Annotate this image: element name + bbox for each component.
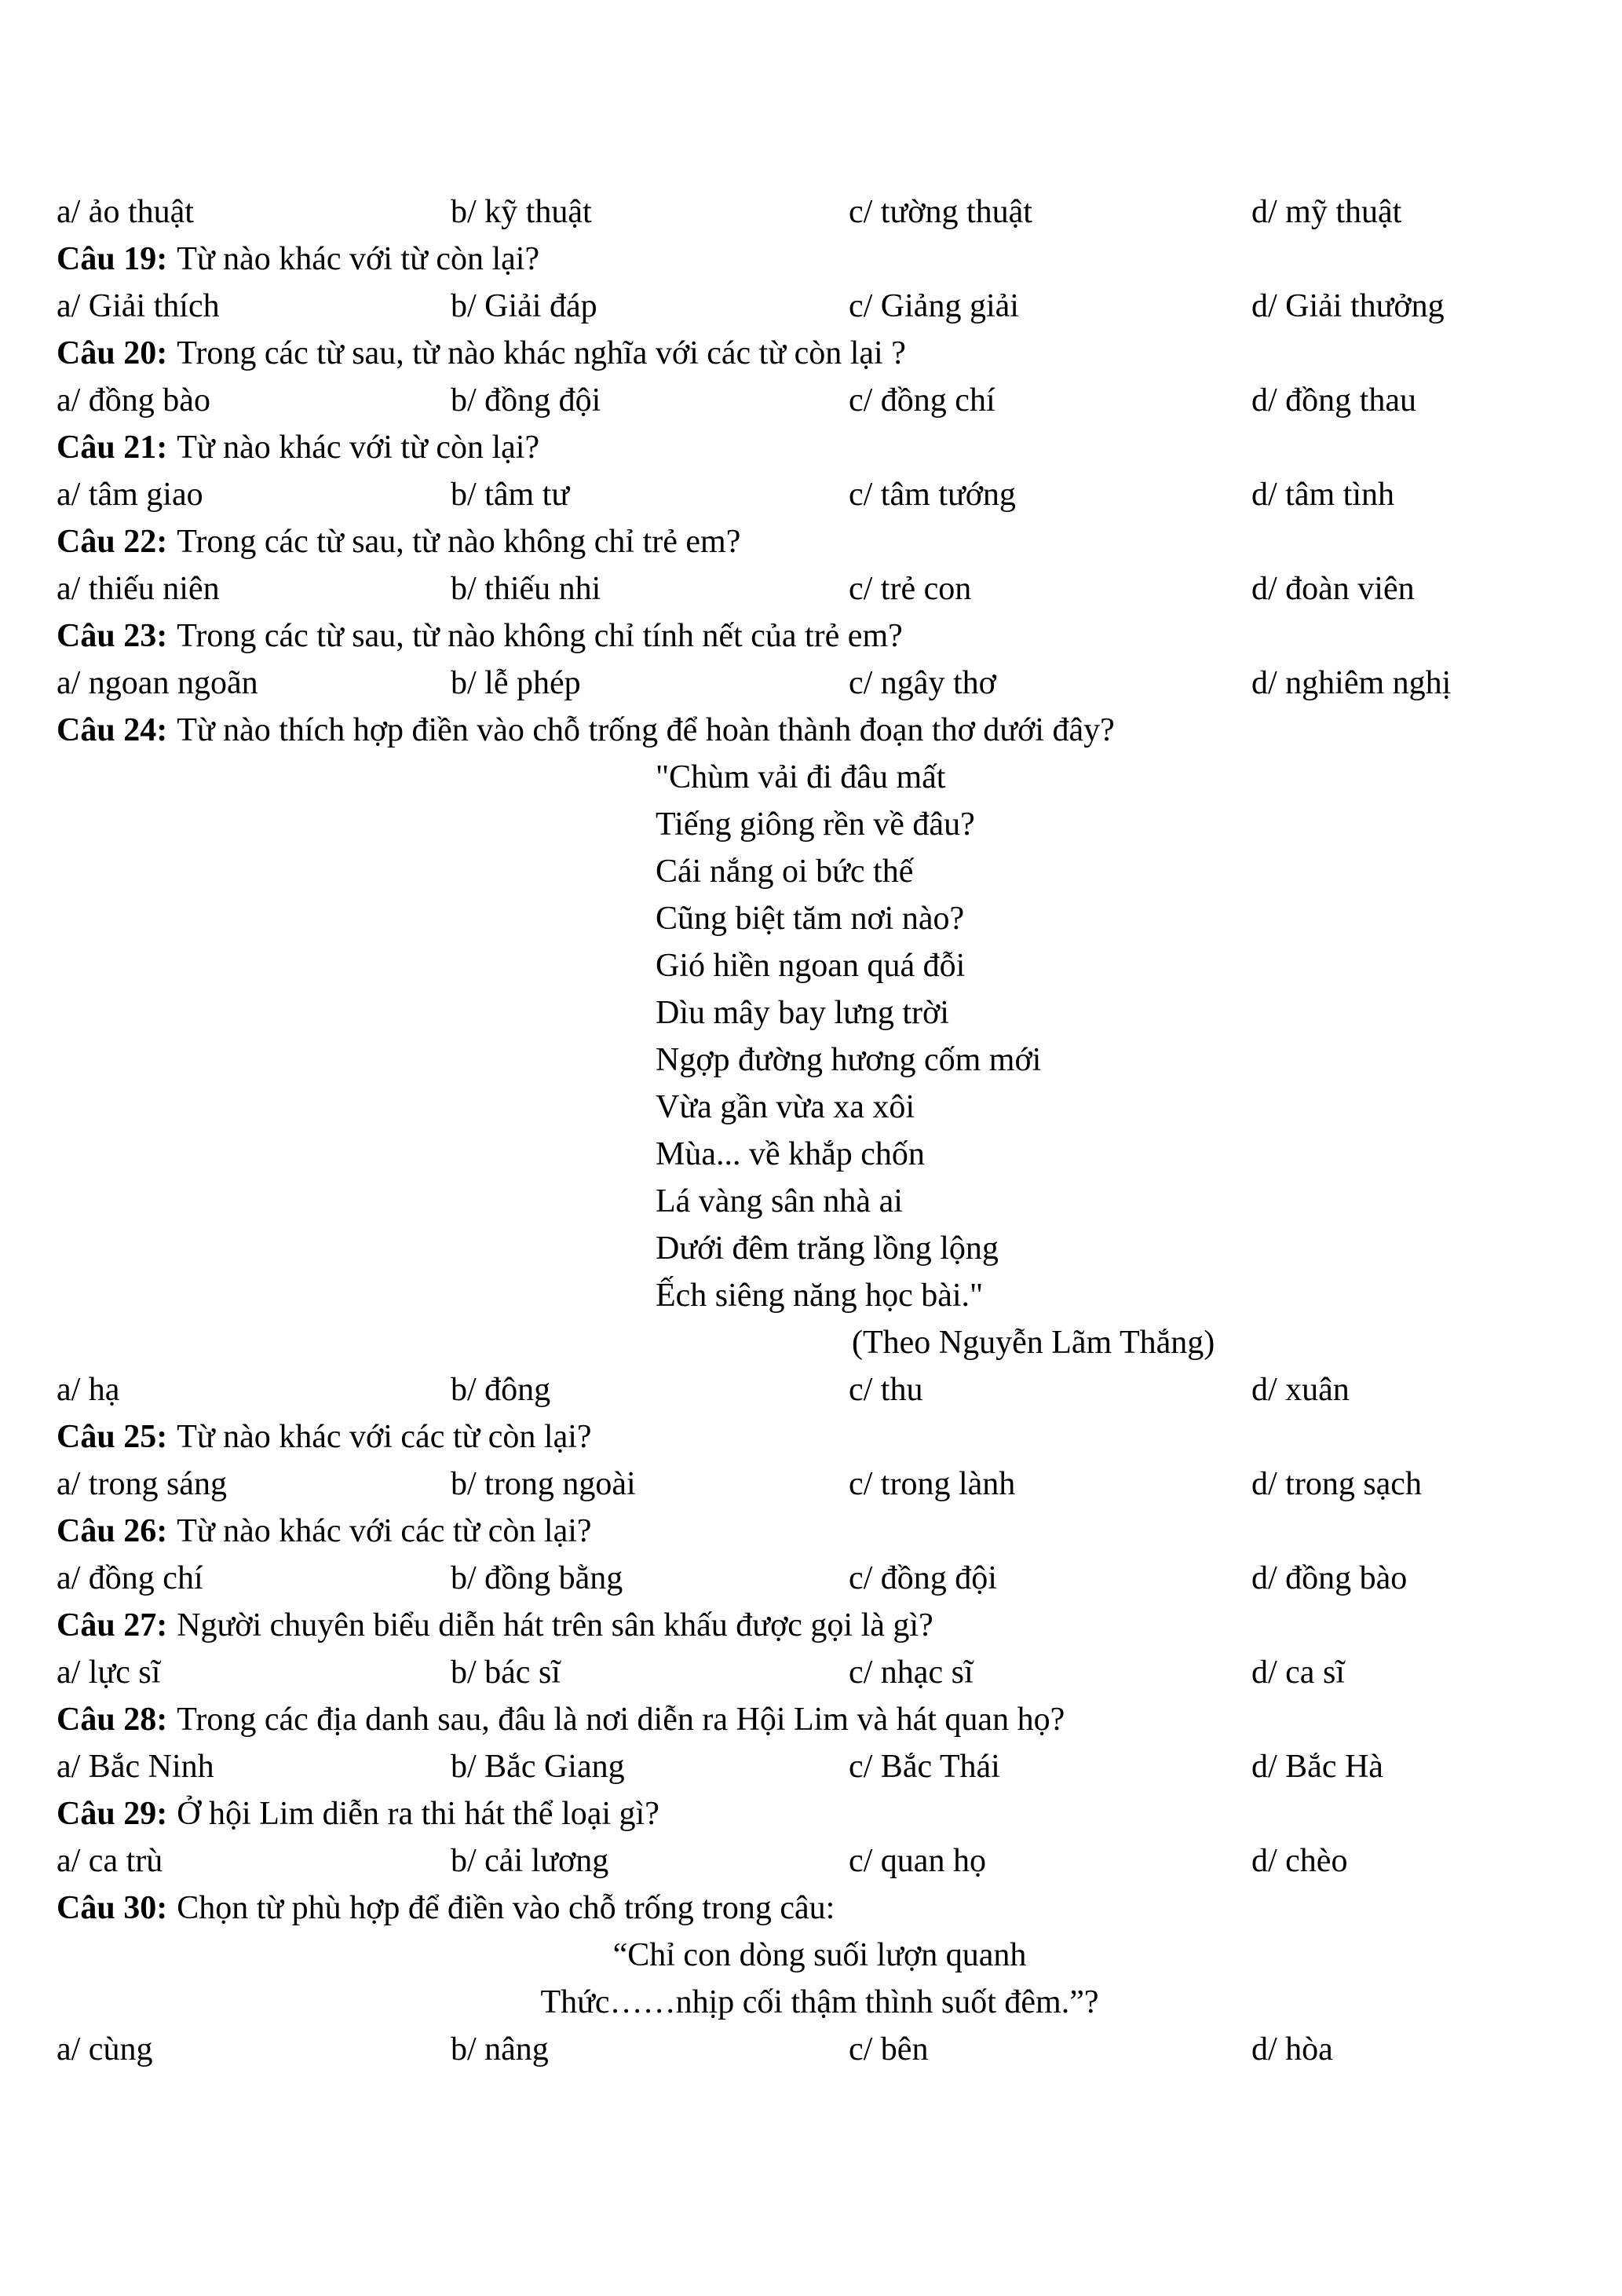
options-row <box>57 1649 1565 1696</box>
question-label: Câu 20: <box>57 335 168 371</box>
quote-line: “Chỉ con dòng suối lượn quanh <box>612 1937 1027 1973</box>
quiz-content <box>57 188 1565 2073</box>
option-a: a/ trong sáng <box>57 1466 227 1502</box>
option-c: c/ thu <box>849 1372 923 1408</box>
option-a: a/ đồng bào <box>57 382 210 419</box>
option-c: c/ đồng đội <box>849 1560 997 1596</box>
option-c: c/ ngây thơ <box>849 665 996 701</box>
option-a: a/ lực sĩ <box>57 1654 161 1691</box>
option-d: d/ đồng thau <box>1251 382 1416 419</box>
poem-line: Dìu mây bay lưng trời <box>656 995 949 1031</box>
option-b: b/ cải lương <box>451 1843 609 1879</box>
option-b: b/ nâng <box>451 2031 549 2067</box>
question-text: Trong các từ sau, từ nào không chỉ trẻ em? <box>177 524 741 560</box>
question-label: Câu 22: <box>57 524 168 560</box>
option-b: b/ kỹ thuật <box>451 194 592 230</box>
poem-line: Dưới đêm trăng lồng lộng <box>656 1230 999 1267</box>
question-label: Câu 27: <box>57 1607 168 1643</box>
poem-line: Ếch siêng năng học bài." <box>656 1278 984 1314</box>
option-b: b/ lễ phép <box>451 665 581 701</box>
option-c: c/ đồng chí <box>849 382 995 419</box>
options-row <box>57 471 1565 518</box>
option-b: b/ tâm tư <box>451 477 570 513</box>
options-row <box>57 377 1565 424</box>
poem-line: "Chùm vải đi đâu mất <box>656 759 946 795</box>
question-label: Câu 29: <box>57 1796 168 1832</box>
question-text: Từ nào khác với các từ còn lại? <box>177 1513 592 1549</box>
option-c: c/ Giảng giải <box>849 288 1019 324</box>
option-d: d/ hòa <box>1251 2031 1333 2067</box>
option-a: a/ cùng <box>57 2031 153 2067</box>
quote-line: Thức……nhịp cối thậm thình suốt đêm.”? <box>540 1984 1099 2020</box>
question-row <box>57 612 1565 660</box>
question-row <box>57 518 1565 565</box>
option-a: a/ Giải thích <box>57 288 220 324</box>
option-d: d/ trong sạch <box>1251 1466 1422 1502</box>
poem-line: Vừa gần vừa xa xôi <box>656 1089 915 1125</box>
poem-line: Mùa... về khắp chốn <box>656 1136 925 1172</box>
options-row <box>57 1837 1565 1885</box>
option-d: d/ nghiêm nghị <box>1251 665 1452 701</box>
option-d: d/ đoàn viên <box>1251 571 1415 607</box>
question-text: Trong các từ sau, từ nào không chỉ tính nết của trẻ em? <box>177 618 903 654</box>
question-label: Câu 24: <box>57 712 168 748</box>
question-label: Câu 19: <box>57 241 168 277</box>
option-c: c/ trong lành <box>849 1466 1016 1502</box>
option-b: b/ thiếu nhi <box>451 571 601 607</box>
question-label: Câu 28: <box>57 1702 168 1738</box>
options-row <box>57 1555 1565 1602</box>
question-label: Câu 23: <box>57 618 168 654</box>
question-text: Trong các từ sau, từ nào khác nghĩa với các từ còn lại ? <box>177 335 906 371</box>
option-a: a/ thiếu niên <box>57 571 220 607</box>
option-a: a/ ca trù <box>57 1843 163 1879</box>
option-d: d/ Bắc Hà <box>1251 1749 1383 1785</box>
option-a: a/ Bắc Ninh <box>57 1749 214 1785</box>
option-a: a/ đồng chí <box>57 1560 203 1596</box>
question-row <box>57 1508 1565 1555</box>
question-row <box>57 1602 1565 1649</box>
option-a: a/ tâm giao <box>57 477 203 513</box>
options-row <box>57 660 1565 707</box>
option-b: b/ đồng đội <box>451 382 601 419</box>
poem-line: Tiếng giông rền về đâu? <box>656 806 975 843</box>
option-c: c/ quan họ <box>849 1843 986 1879</box>
question-label: Câu 26: <box>57 1513 168 1549</box>
question-row <box>57 424 1565 471</box>
option-b: b/ bác sĩ <box>451 1654 561 1691</box>
question-label: Câu 30: <box>57 1890 168 1926</box>
option-c: c/ tường thuật <box>849 194 1032 230</box>
question-row <box>57 330 1565 377</box>
question-text: Trong các địa danh sau, đâu là nơi diễn ra Hội Lim và hát quan họ? <box>177 1702 1065 1738</box>
option-d: d/ tâm tình <box>1251 477 1394 513</box>
option-d: d/ Giải thưởng <box>1251 288 1445 324</box>
option-c: c/ tâm tướng <box>849 477 1016 513</box>
question-row <box>57 236 1565 283</box>
option-c: c/ trẻ con <box>849 571 972 607</box>
option-a: a/ ngoan ngoãn <box>57 665 258 701</box>
question-text: Người chuyên biểu diễn hát trên sân khấu được gọi là gì? <box>177 1607 933 1643</box>
question-label: Câu 21: <box>57 430 168 466</box>
question-row <box>57 1790 1565 1837</box>
option-b: b/ trong ngoài <box>451 1466 636 1502</box>
option-d: d/ chèo <box>1251 1843 1348 1879</box>
question-text: Chọn từ phù hợp để điền vào chỗ trống trong câu: <box>177 1890 835 1926</box>
poem-line: Cái nắng oi bức thế <box>656 854 914 890</box>
option-a: a/ hạ <box>57 1372 120 1408</box>
question-text: Từ nào thích hợp điền vào chỗ trống để hoàn thành đoạn thơ dưới đây? <box>177 712 1115 748</box>
option-d: d/ xuân <box>1251 1372 1350 1408</box>
options-row <box>57 565 1565 612</box>
option-b: b/ Bắc Giang <box>451 1749 625 1785</box>
options-row <box>57 2026 1565 2073</box>
poem-line: Gió hiền ngoan quá đỗi <box>656 948 966 984</box>
poem-line: Cũng biệt tăm nơi nào? <box>656 901 965 937</box>
options-row <box>57 1366 1565 1413</box>
option-c: c/ bên <box>849 2031 929 2067</box>
option-b: b/ đông <box>451 1372 551 1408</box>
options-row <box>57 1743 1565 1790</box>
question-text: Từ nào khác với các từ còn lại? <box>177 1419 592 1455</box>
question-text: Ở hội Lim diễn ra thi hát thể loại gì? <box>177 1796 659 1832</box>
poem-attribution: (Theo Nguyễn Lãm Thắng) <box>852 1325 1215 1361</box>
option-d: d/ mỹ thuật <box>1251 194 1402 230</box>
option-c: c/ Bắc Thái <box>849 1749 1000 1785</box>
question-row <box>57 1885 1565 1932</box>
poem-line: Ngợp đường hương cốm mới <box>656 1042 1042 1078</box>
option-a: a/ ảo thuật <box>57 194 194 230</box>
options-row <box>57 188 1565 236</box>
option-b: b/ Giải đáp <box>451 288 597 324</box>
question-text: Từ nào khác với từ còn lại? <box>177 241 540 277</box>
question-row <box>57 1696 1565 1743</box>
question-row <box>57 707 1565 754</box>
poem-line: Lá vàng sân nhà ai <box>656 1183 903 1219</box>
option-d: d/ đồng bào <box>1251 1560 1408 1596</box>
question-label: Câu 25: <box>57 1419 168 1455</box>
question-text: Từ nào khác với từ còn lại? <box>177 430 540 466</box>
option-b: b/ đồng bằng <box>451 1560 623 1596</box>
option-d: d/ ca sĩ <box>1251 1654 1345 1691</box>
option-c: c/ nhạc sĩ <box>849 1654 974 1691</box>
options-row <box>57 283 1565 330</box>
question-row <box>57 1413 1565 1461</box>
options-row <box>57 1461 1565 1508</box>
